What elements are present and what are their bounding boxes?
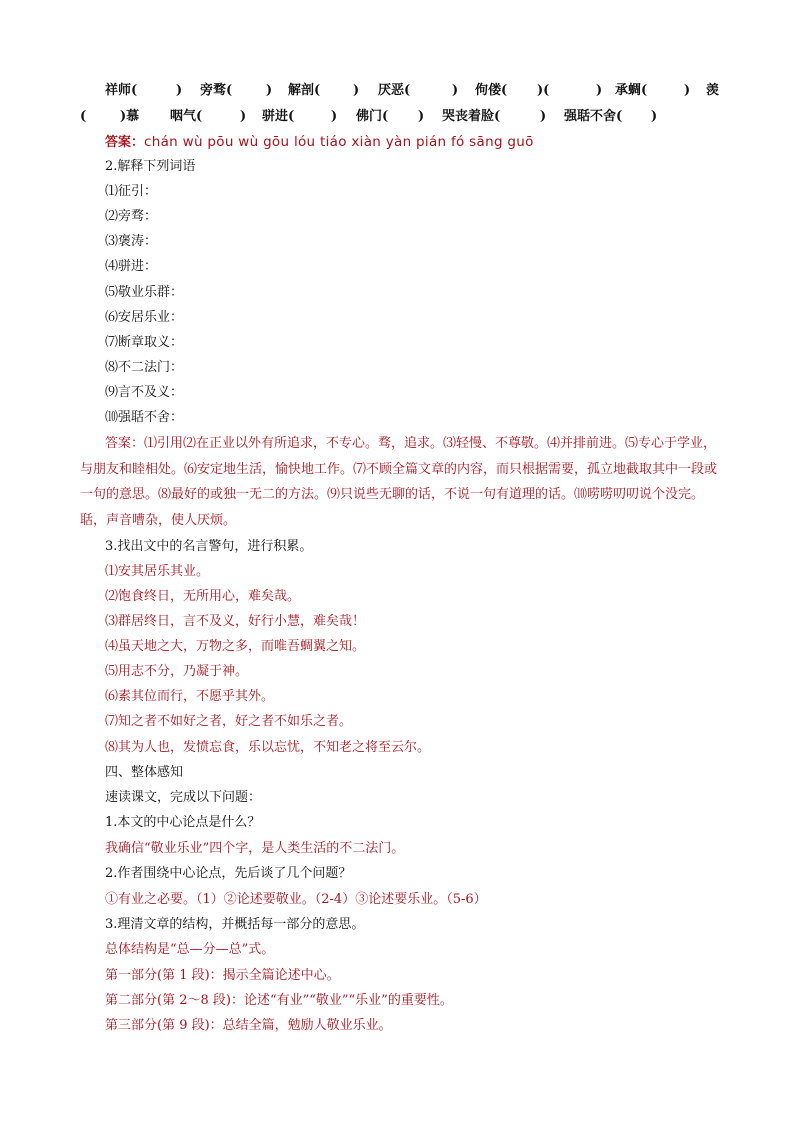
vocab-item: ( (80, 109, 87, 124)
term-item: ⑻不二法门： (105, 360, 184, 375)
term-item: ⑷骈进： (105, 259, 158, 274)
term-item: ⑼言不及义： (105, 385, 184, 400)
quote-item: ⑻其为人也，发愤忘食，乐以忘忧，不知老之将至云尔。 (105, 740, 431, 755)
answer-paragraph (80, 431, 720, 533)
vocab-item: 骈进( (262, 109, 295, 124)
answer-pinyin (105, 133, 534, 152)
quote-item: ⑵饱食终日，无所用心，难矣哉。 (105, 589, 301, 604)
vocab-item: )慕 (120, 109, 140, 124)
vocab-item: ) (266, 83, 273, 98)
vocab-item: 强聒不舍( (564, 109, 623, 124)
vocab-item: ) (353, 83, 360, 98)
answer-text: 第二部分(第 2～8 段)：论述“有业”“敬业”“乐业”的重要性。 (105, 993, 453, 1008)
vocab-item: 祥师( (105, 83, 138, 98)
vocab-item: 旁骛( (200, 83, 233, 98)
vocab-item: 羡 (706, 83, 720, 98)
term-item: ⑴征引： (105, 184, 158, 199)
term-item: ⑽强聒不舍： (105, 410, 184, 425)
answer-text: 答案：⑴引用⑵在正业以外有所追求，不专心。骛，追求。⑶轻慢、不尊敬。⑷并排前进。⑸专心于学业，与朋友和睦相处。⑹安定地生活，愉快地工作。⑺不顾全篇文章的内容，而只根据需要，孤立地截取其中一段或一句的意思。⑻最好的或独一无二的方法。⑼只说些无聊的话，不说一句有道理的话。⑽唠唠叨叨说个没完。聒，声音嘈杂，使人厌烦。 (80, 436, 718, 528)
vocab-item: ) (596, 83, 603, 98)
answer-text: chán wù pōu wù gōu lóu tiáo xiàn yàn pián fó sāng guō (144, 134, 534, 150)
vocab-item: 承蜩( (615, 83, 648, 98)
quote-item: ⑴安其居乐其业。 (105, 564, 210, 579)
term-item: ⑹安居乐业： (105, 310, 184, 325)
vocab-item: 咽气( (170, 109, 203, 124)
vocab-item: ) (176, 83, 183, 98)
vocab-item: 哭丧着脸( (442, 109, 501, 124)
vocab-item: 厌恶( (378, 83, 411, 98)
question-text: 3.理清文章的结构，并概括每一部分的意思。 (105, 917, 365, 932)
quote-item: ⑺知之者不如好之者，好之者不如乐之者。 (105, 714, 353, 729)
question-title: 2.解释下列词语 (105, 159, 196, 174)
vocab-item: ) (331, 109, 338, 124)
term-item: ⑶褒涛： (105, 234, 158, 249)
term-item: ⑺断章取义： (105, 335, 184, 350)
vocab-item: 佛门( (356, 109, 389, 124)
answer-text: 总体结构是“总—分—总”式。 (105, 942, 275, 957)
answer-label: 答案： (105, 135, 145, 150)
vocab-item: 解剖( (288, 83, 321, 98)
vocab-item: ) (540, 109, 547, 124)
question-text: 2.作者围绕中心论点，先后谈了几个问题？ (105, 866, 352, 881)
vocab-item: 佝偻( (475, 83, 508, 98)
quote-item: ⑸用志不分，乃凝于神。 (105, 664, 249, 679)
question-text: 1.本文的中心论点是什么？ (105, 815, 261, 830)
term-item: ⑸敬业乐群： (105, 285, 184, 300)
quote-item: ⑷虽天地之大，万物之多，而唯吾蜩翼之知。 (105, 639, 366, 654)
vocab-item: ) (240, 109, 247, 124)
section-intro: 速读课文，完成以下问题： (105, 790, 262, 805)
answer-text: ①有业之必要。（1）②论述要敬业。（2-4）③论述要乐业。（5-6） (105, 892, 487, 907)
vocab-item: ) (452, 83, 459, 98)
quote-item: ⑹素其位而行，不愿乎其外。 (105, 689, 275, 704)
vocab-item: ) (684, 83, 691, 98)
answer-text: 第一部分(第 1 段)：揭示全篇论述中心。 (105, 968, 340, 983)
section-heading: 四、整体感知 (105, 765, 184, 780)
vocab-item: )( (537, 83, 550, 98)
term-item: ⑵旁骛： (105, 209, 158, 224)
vocab-item: ) (418, 109, 425, 124)
quote-item: ⑶群居终日，言不及义，好行小慧，难矣哉！ (105, 614, 366, 629)
answer-text: 我确信“敬业乐业”四个字，是人类生活的不二法门。 (105, 841, 405, 856)
question-title: 3.找出文中的名言警句，进行积累。 (105, 539, 313, 554)
vocab-item: ) (651, 109, 658, 124)
answer-text: 第三部分(第 9 段)：总结全篇，勉励人敬业乐业。 (105, 1018, 392, 1033)
